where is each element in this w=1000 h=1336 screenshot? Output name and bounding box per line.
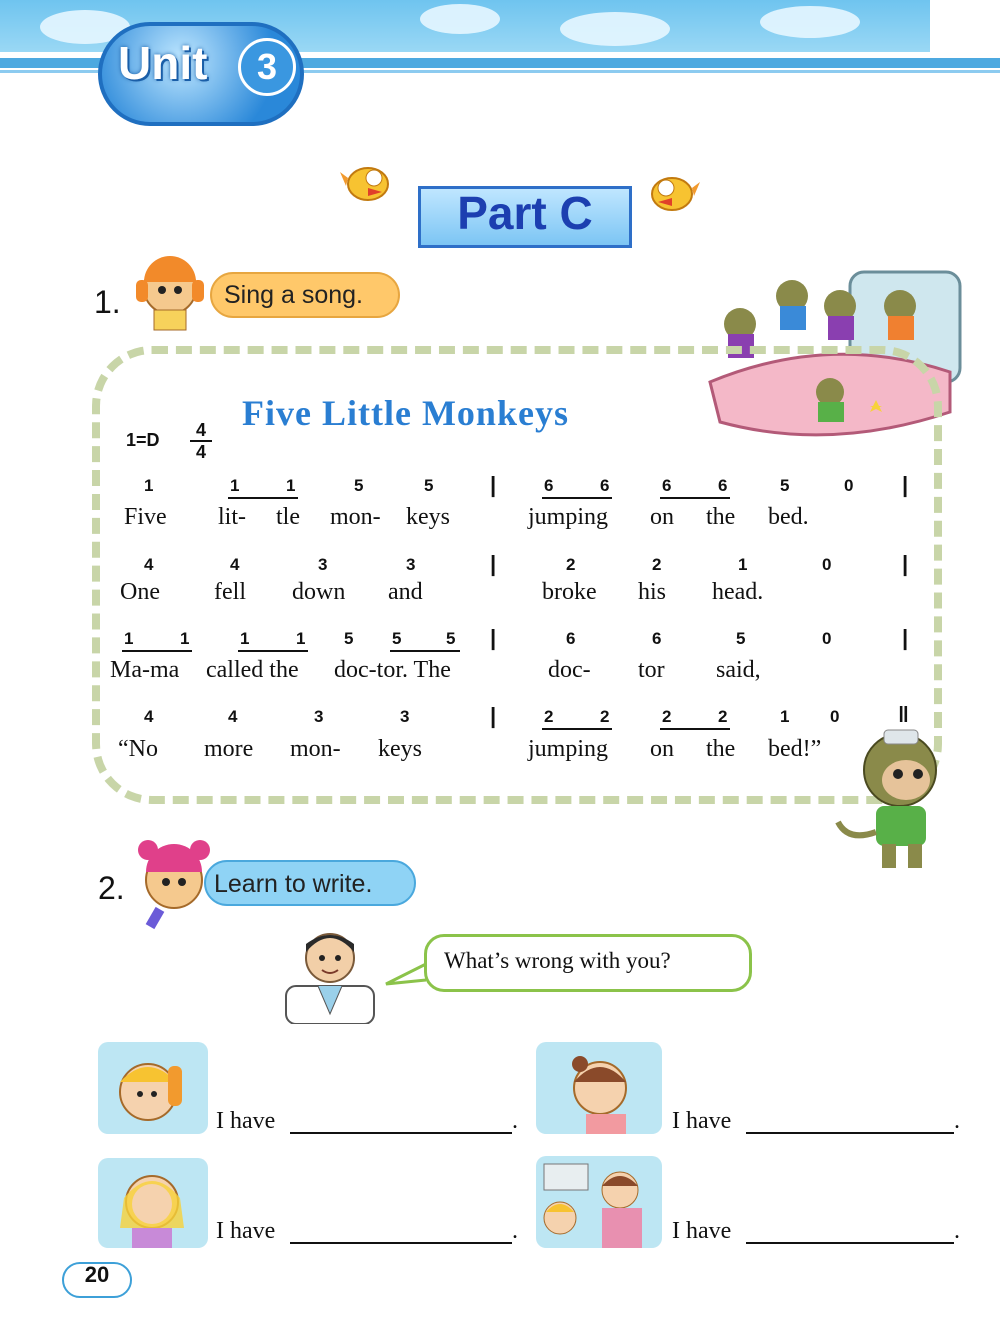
writing-kid-icon — [136, 838, 212, 930]
note-beam — [238, 650, 308, 652]
note-beam — [390, 650, 460, 652]
note: 4 — [144, 707, 154, 726]
speech-bubble-text: What’s wrong with you? — [444, 948, 671, 973]
bar-line: | — [490, 703, 497, 728]
lyric: mon- — [290, 736, 341, 762]
note: 3 — [318, 555, 328, 574]
singing-kid-icon — [126, 252, 212, 332]
hurt-monkey-illustration — [828, 722, 956, 872]
lyric: and — [388, 579, 423, 605]
note: 2 — [566, 555, 576, 574]
lyric: fell — [214, 579, 246, 605]
note-beam — [542, 497, 612, 499]
note: 3 — [314, 707, 324, 726]
note: 6 — [566, 629, 576, 648]
exercise-4-image — [536, 1156, 662, 1248]
lyric: keys — [406, 504, 450, 530]
bird-right-icon — [646, 168, 702, 214]
lyric: Five — [124, 504, 167, 530]
exercise-4-period: . — [954, 1218, 960, 1244]
exercise-3-answer-line[interactable] — [290, 1242, 512, 1244]
note: 5 — [344, 629, 354, 648]
exercise-2-period: . — [954, 1108, 960, 1134]
note: 1 — [124, 629, 134, 648]
note: 6 — [544, 476, 554, 495]
exercise-2-answer-line[interactable] — [746, 1132, 954, 1134]
note: 0 — [844, 476, 854, 495]
section-2-number: 2. — [98, 870, 125, 906]
lyric: keys — [378, 736, 422, 762]
note: 1 — [180, 629, 190, 648]
exercise-1-label: I have — [216, 1108, 276, 1134]
exercise-1-period: . — [512, 1108, 518, 1134]
exercise-4-answer-line[interactable] — [746, 1242, 954, 1244]
note: 5 — [446, 629, 456, 648]
child-headache-icon — [98, 1042, 208, 1134]
lyric: broke — [542, 579, 597, 605]
note: 1 — [296, 629, 306, 648]
note: 6 — [600, 476, 610, 495]
lyric: bed. — [768, 504, 809, 530]
note: 2 — [544, 707, 554, 726]
section-1-label: Sing a song. — [224, 281, 363, 309]
nurse-and-boy-icon — [536, 1156, 662, 1248]
lyric: called the — [206, 657, 299, 683]
lyric: on — [650, 504, 674, 530]
time-signature-bottom: 4 — [195, 442, 206, 462]
lyric: jumping — [528, 736, 609, 762]
bar-line: | — [490, 472, 497, 497]
lyric: mon- — [330, 504, 381, 530]
note: 1 — [738, 555, 748, 574]
note: 2 — [718, 707, 728, 726]
lyric: more — [204, 736, 254, 762]
note: 5 — [392, 629, 402, 648]
note: 6 — [662, 476, 672, 495]
note-beam — [660, 497, 730, 499]
lyric: doc- — [548, 657, 591, 683]
note: 0 — [830, 707, 840, 726]
section-1-number: 1. — [94, 284, 121, 320]
note: 4 — [144, 555, 154, 574]
doctor-illustration — [278, 924, 382, 1024]
lyric: the — [706, 736, 736, 762]
exercise-3-image — [98, 1158, 208, 1248]
note-beam — [122, 650, 192, 652]
lyric: on — [650, 736, 674, 762]
exercise-4-label: I have — [672, 1218, 732, 1244]
lyric: head. — [712, 579, 764, 605]
lyric: “No — [118, 736, 158, 762]
lyric: tor — [638, 657, 665, 683]
lyric: said, — [716, 657, 761, 683]
time-signature — [190, 421, 212, 461]
unit-number: 3 — [238, 38, 296, 96]
note: 2 — [652, 555, 662, 574]
note: 1 — [240, 629, 250, 648]
note-beam — [228, 497, 298, 499]
note: 1 — [286, 476, 296, 495]
note: 3 — [400, 707, 410, 726]
song-title: Five Little Monkeys — [242, 393, 569, 433]
exercise-1-image — [98, 1042, 208, 1134]
girl-sore-throat-icon — [536, 1042, 662, 1134]
bar-line: | — [902, 625, 909, 650]
note-beam — [542, 728, 612, 730]
exercise-1-answer-line[interactable] — [290, 1132, 512, 1134]
page-number: 20 — [84, 1262, 110, 1287]
time-signature-top: 4 — [195, 420, 206, 440]
girl-toothache-icon — [98, 1158, 208, 1248]
bar-line: | — [902, 472, 909, 497]
exercise-2-label: I have — [672, 1108, 732, 1134]
note: 6 — [718, 476, 728, 495]
lyric: tle — [276, 504, 300, 530]
note: 6 — [652, 629, 662, 648]
note: 5 — [354, 476, 364, 495]
bird-left-icon — [338, 158, 394, 204]
lyric: bed!” — [768, 736, 822, 762]
note: 1 — [144, 476, 154, 495]
note-beam — [660, 728, 730, 730]
unit-label: Unit — [118, 37, 208, 89]
note: 5 — [424, 476, 434, 495]
note: 5 — [736, 629, 746, 648]
bar-line: | — [490, 625, 497, 650]
lyric: down — [292, 579, 346, 605]
lyric: the — [706, 504, 736, 530]
final-bar-line: ‖ — [898, 702, 909, 727]
lyric: lit- — [218, 504, 246, 530]
note: 0 — [822, 555, 832, 574]
part-title: Part C — [457, 187, 593, 239]
note: 0 — [822, 629, 832, 648]
note: 4 — [228, 707, 238, 726]
lyric: jumping — [528, 504, 609, 530]
note: 1 — [780, 707, 790, 726]
exercise-2-image — [536, 1042, 662, 1134]
song-key: 1=D — [126, 430, 160, 450]
note: 4 — [230, 555, 240, 574]
bar-line: | — [902, 551, 909, 576]
note: 3 — [406, 555, 416, 574]
lyric: One — [120, 579, 160, 605]
lyric: his — [638, 579, 667, 605]
exercise-3-period: . — [512, 1218, 518, 1244]
lyric: Ma-ma — [110, 657, 180, 683]
note: 2 — [600, 707, 610, 726]
note: 2 — [662, 707, 672, 726]
note: 5 — [780, 476, 790, 495]
exercise-3-label: I have — [216, 1218, 276, 1244]
note: 1 — [230, 476, 240, 495]
section-2-label: Learn to write. — [214, 870, 373, 898]
bar-line: | — [490, 551, 497, 576]
lyric: doc-tor. The — [334, 657, 451, 683]
